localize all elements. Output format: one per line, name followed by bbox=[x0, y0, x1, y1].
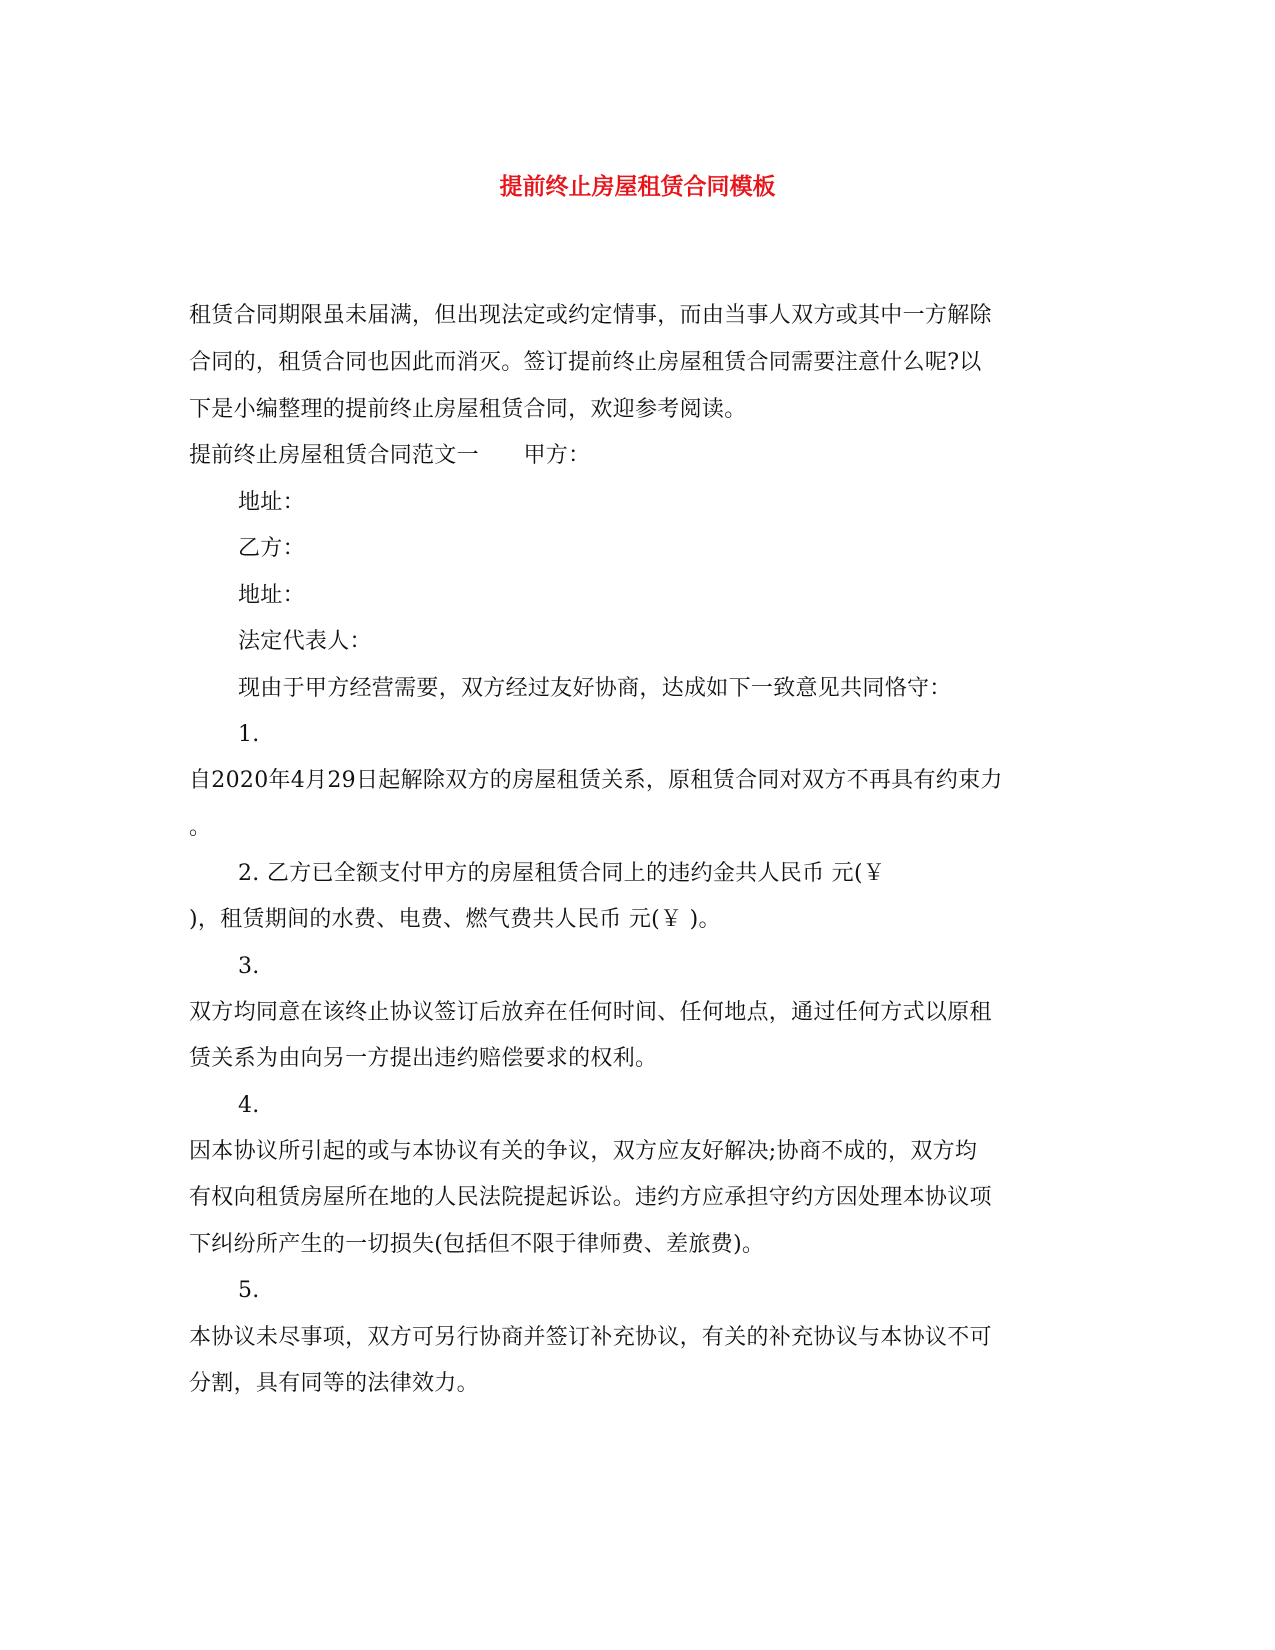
agreement-preamble: 现由于甲方经营需要，双方经过友好协商，达成如下一致意见共同恪守： bbox=[238, 676, 952, 701]
clause-5-text-line-2: 分割，具有同等的法律效力。 bbox=[189, 1371, 479, 1396]
clause-2-text-line-1: 2. 乙方已全额支付甲方的房屋租赁合同上的违约金共人民币 元(￥ bbox=[238, 861, 886, 886]
clause-5-number: 5. bbox=[238, 1278, 260, 1303]
document-title: 提前终止房屋租赁合同模板 bbox=[499, 174, 776, 200]
intro-line-2: 合同的，租赁合同也因此而消灭。签订提前终止房屋租赁合同需要注意什么呢?以 bbox=[189, 350, 982, 375]
clause-4-text-line-1: 因本协议所引起的或与本协议有关的争议，双方应友好解决;协商不成的，双方均 bbox=[189, 1139, 978, 1164]
party-a-address-label: 地址： bbox=[238, 490, 305, 515]
clause-3-text-line-1: 双方均同意在该终止协议签订后放弃在任何时间、任何地点，通过任何方式以原租 bbox=[189, 1000, 992, 1025]
clause-3-text-line-2: 赁关系为由向另一方提出违约赔偿要求的权利。 bbox=[189, 1046, 658, 1071]
clause-2-text-line-2: )，租赁期间的水费、电费、燃气费共人民币 元(￥ )。 bbox=[189, 907, 721, 932]
clause-1-text-line-1: 自2020年4月29日起解除双方的房屋租赁关系，原租赁合同对双方不再具有约束力 bbox=[189, 768, 1003, 793]
clause-4-number: 4. bbox=[238, 1093, 260, 1118]
clause-3-number: 3. bbox=[238, 954, 260, 979]
clause-4-text-line-3: 下纠纷所产生的一切损失(包括但不限于律师费、差旅费)。 bbox=[189, 1232, 765, 1257]
legal-representative-label: 法定代表人： bbox=[238, 629, 372, 654]
clause-5-text-line-1: 本协议未尽事项，双方可另行协商并签订补充协议，有关的补充协议与本协议不可 bbox=[189, 1325, 992, 1350]
intro-line-3: 下是小编整理的提前终止房屋租赁合同，欢迎参考阅读。 bbox=[189, 397, 747, 422]
intro-line-1: 租赁合同期限虽未届满，但出现法定或约定情事，而由当事人双方或其中一方解除 bbox=[189, 303, 992, 328]
party-b-label: 乙方： bbox=[238, 536, 305, 561]
clause-1-number: 1. bbox=[238, 722, 260, 747]
clause-1-text-line-2: 。 bbox=[189, 815, 212, 840]
party-b-address-label: 地址： bbox=[238, 583, 305, 608]
sample-heading-party-a: 提前终止房屋租赁合同范文一 甲方： bbox=[189, 443, 591, 468]
clause-4-text-line-2: 有权向租赁房屋所在地的人民法院提起诉讼。违约方应承担守约方因处理本协议项 bbox=[189, 1185, 992, 1210]
